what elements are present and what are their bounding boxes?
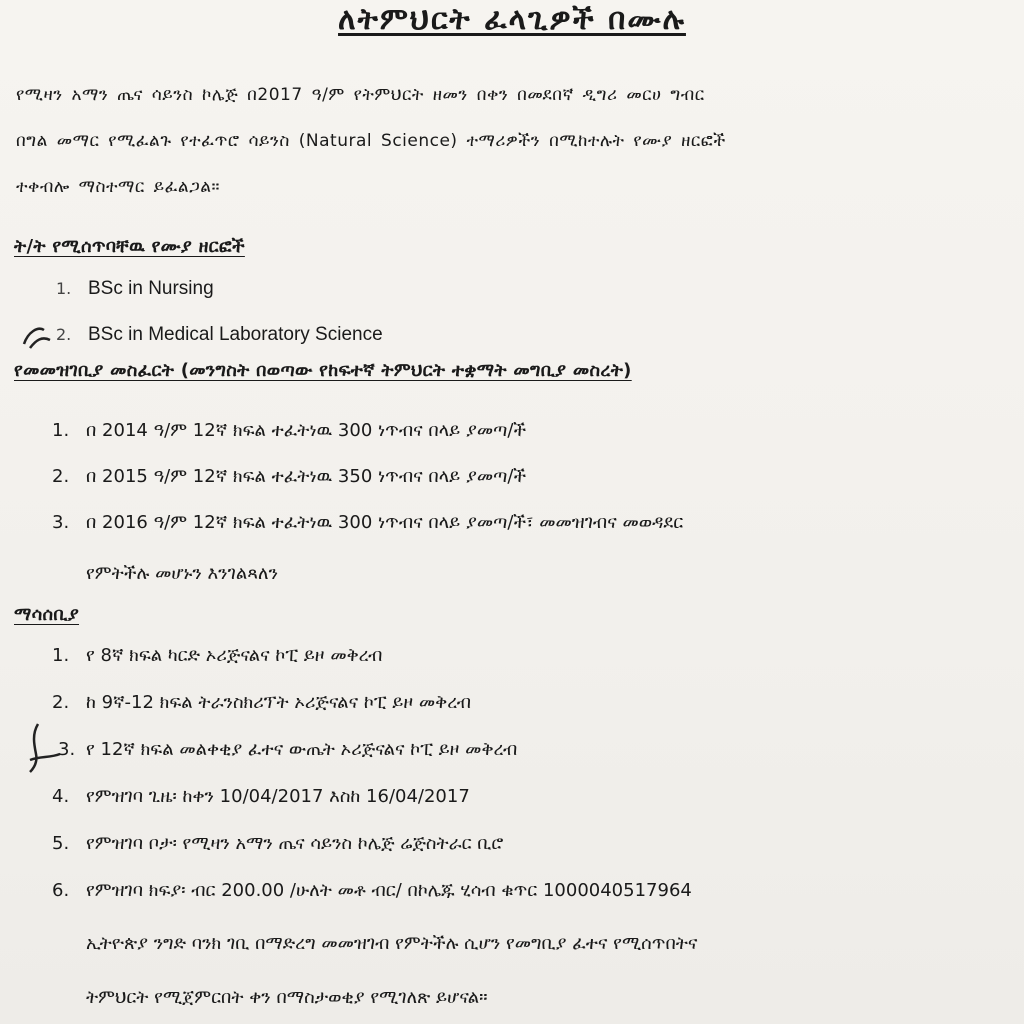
list-item [0, 632, 1024, 679]
list-item [0, 820, 1024, 867]
criteria-heading: የመመዝገቢያ መስፈርት (መንግስት በወጣው የከፍተኛ ትምህርት ተቋማት መግቢያ መስረት) [14, 360, 632, 381]
list-number: 1. [52, 420, 70, 441]
list-item [0, 726, 1024, 773]
criteria-text: በ 2016 ዓ/ም 12ኛ ክፍል ተፈትነዉ 300 ነጥብና በላይ ያመጣ/ች፣ መመዝገብና መወዳደር [86, 512, 684, 533]
list-number: 4. [52, 786, 70, 807]
list-number: 3. [58, 739, 76, 760]
program-name: BSc in Medical Laboratory Science [88, 324, 383, 345]
list-number: 1. [56, 279, 72, 298]
list-number: 3. [52, 512, 70, 533]
intro-line-2: በግል መማር የሚፈልጉ የተፈጥሮ ሳይንስ (Natural Science) ተማሪዎችን በሚከተሉት የሙያ ዘርፎች [16, 131, 726, 151]
intro-line-3: ተቀብሎ ማስተማር ይፈልጋል። [16, 177, 220, 197]
list-item [0, 454, 1024, 500]
note-continuation-1: ኢትዮጵያ ንግድ ባንክ ገቢ በማድረግ መመዝገብ የምትችሉ ሲሆን የመግቢያ ፈተና የሚሰጥበትና [86, 933, 698, 954]
list-number: 2. [52, 466, 70, 487]
notes-heading: ማሳሰቢያ [14, 604, 80, 625]
criteria-text: በ 2015 ዓ/ም 12ኛ ክፍል ተፈትነዉ 350 ነጥብና በላይ ያመጣ/ች [86, 466, 527, 487]
criteria-list [0, 408, 1024, 546]
intro-line-1: የሚዛን አማን ጤና ሳይንስ ኮሌጅ በ2017 ዓ/ም የትምህርት ዘመን በቀን በመደበኛ ዲግሪ መርሀ ግብር [16, 85, 705, 105]
program-name: BSc in Nursing [88, 278, 214, 299]
programs-list [0, 266, 1024, 358]
pen-checkmark-icon [20, 318, 60, 354]
programs-heading: ት/ት የሚሰጥባቸዉ የሙያ ዘርፎች [14, 236, 245, 257]
list-item [0, 679, 1024, 726]
note-text: የምዝገባ ጊዜ፡ ከቀን 10/04/2017 እስከ 16/04/2017 [86, 786, 470, 807]
list-number: 2. [52, 692, 70, 713]
note-text: የምዝገባ ቦታ፡ የሚዛን አማን ጤና ሳይንስ ኮሌጅ ሬጅስትራር ቢሮ [86, 833, 504, 854]
list-item [0, 867, 1024, 914]
page-title: ለትምህርት ፈላጊዎች በሙሉ [338, 2, 686, 37]
list-item [0, 266, 1024, 312]
criteria-continuation: የምትችሉ መሆኑን እንገልጻለን [86, 563, 279, 584]
note-continuation-2: ትምህርት የሚጀምርበት ቀን በማስታወቂያ የሚገለጽ ይሆናል። [86, 987, 488, 1008]
notes-list [0, 632, 1024, 914]
note-text: የምዝገባ ክፍያ፡ ብር 200.00 /ሁለት መቶ ብር/ በኮሌጁ ሂሳብ ቁጥር 1000040517964 [86, 880, 692, 901]
list-item [0, 312, 1024, 358]
pen-scribble-icon [24, 720, 68, 776]
list-item [0, 500, 1024, 546]
list-number: 5. [52, 833, 70, 854]
list-item [0, 408, 1024, 454]
list-number: 1. [52, 645, 70, 666]
list-number: 6. [52, 880, 70, 901]
list-item [0, 773, 1024, 820]
note-text: የ 8ኛ ክፍል ካርድ ኦሪጅናልና ኮፒ ይዞ መቅረብ [86, 645, 383, 666]
criteria-text: በ 2014 ዓ/ም 12ኛ ክፍል ተፈትነዉ 300 ነጥብና በላይ ያመጣ/ች [86, 420, 527, 441]
note-text: የ 12ኛ ክፍል መልቀቂያ ፈተና ውጤት ኦሪጅናልና ኮፒ ይዞ መቅረብ [86, 739, 518, 760]
intro-paragraph [16, 72, 1016, 210]
list-number: 2. [56, 325, 72, 344]
note-text: ከ 9ኛ-12 ክፍል ትራንስክሪፕት ኦሪጅናልና ኮፒ ይዞ መቅረብ [86, 692, 471, 713]
